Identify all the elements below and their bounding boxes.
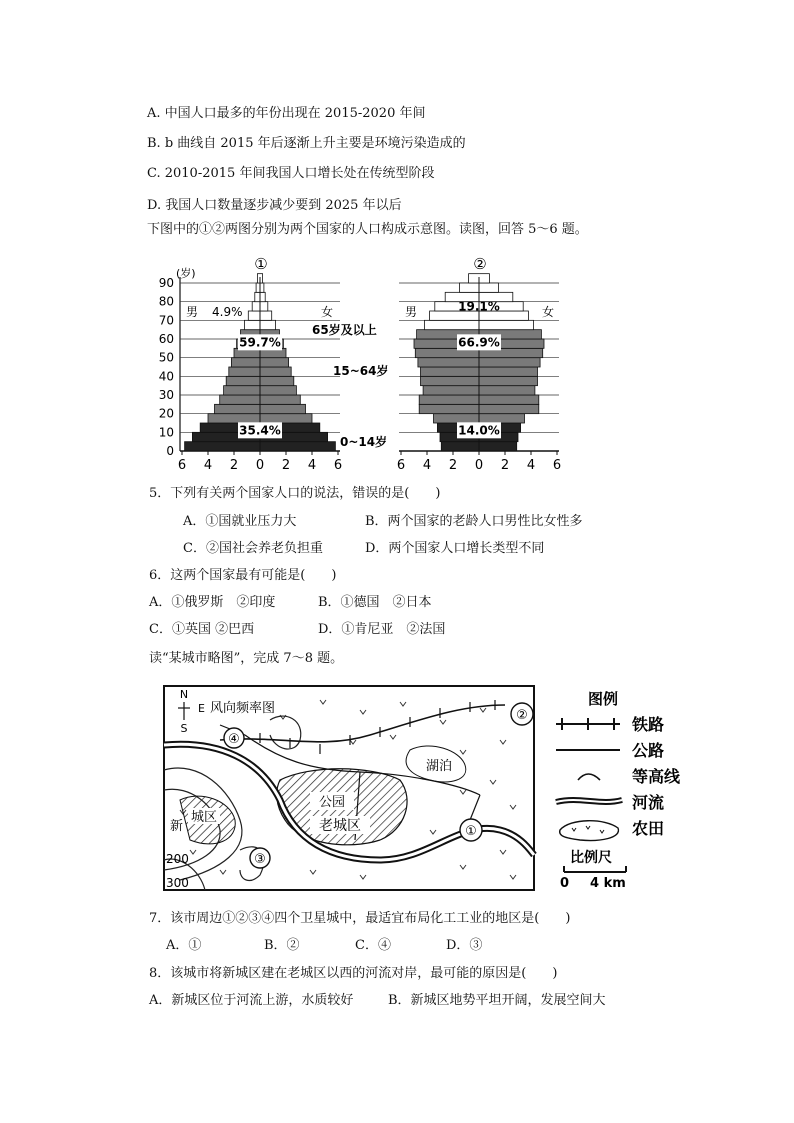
y-unit-label: (岁) [176, 267, 196, 280]
new-town-label-2: 城区 [190, 810, 218, 825]
x-tick-label: 6 [552, 458, 562, 473]
y-tick-label: 30 [158, 388, 174, 402]
q4-option-b: B. b 曲线自 2015 年后逐渐上升主要是环境污染造成的 [147, 136, 466, 151]
pyramid-2-young-pct: 14.0% [458, 423, 500, 438]
pyramid-2-male-label: 男 [405, 305, 418, 319]
x-tick-label: 0 [474, 458, 484, 473]
legend-river: 河流 [632, 793, 665, 812]
y-tick-label: 80 [158, 294, 174, 309]
q5-option-c: C．②国社会养老负担重 [183, 541, 323, 556]
y-tick-label: 40 [158, 369, 174, 384]
scale-title: 比例尺 [570, 850, 612, 866]
q6-option-d: D．①肯尼亚 ②法国 [318, 622, 446, 637]
x-tick-label: 6 [177, 458, 187, 473]
town-2: ② [516, 708, 528, 723]
x-tick-label: 4 [422, 458, 432, 473]
x-tick-label: 4 [307, 458, 317, 473]
y-tick-label: 0 [166, 444, 174, 458]
q7-option-d: D．③ [446, 938, 483, 953]
intro-7-8: 读“某城市略图”，完成 7～8 题。 [149, 651, 344, 666]
pyramid-2-old-pct: 19.1% [458, 299, 500, 314]
x-tick-label: 4 [526, 458, 536, 473]
q6-option-a: A．①俄罗斯 ②印度 [149, 595, 276, 610]
legend-road: 公路 [632, 741, 665, 760]
new-town-label-1: 新 [170, 819, 184, 834]
contour-label-300: 300 [166, 876, 189, 890]
x-tick-label: 0 [255, 458, 265, 473]
legend-railway: 铁路 [632, 715, 665, 734]
x-tick-label: 2 [281, 458, 291, 473]
pyramid-2-female-label: 女 [542, 305, 555, 319]
town-3: ③ [254, 852, 266, 867]
y-tick-label: 20 [158, 406, 174, 421]
legend-contour: 等高线 [632, 767, 681, 786]
scale-zero: 0 [560, 876, 570, 891]
contour-label-200: 200 [166, 852, 189, 866]
intro-5-6: 下图中的①②两图分别为两个国家的人口构成示意图。读图，回答 5～6 题。 [147, 222, 588, 237]
q7-stem: 7．该市周边①②③④四个卫星城中，最适宜布局化工工业的地区是( ) [149, 911, 571, 926]
age-group-mid: 15~64岁 [333, 364, 389, 378]
lake-label: 湖泊 [426, 759, 453, 774]
y-tick-label: 90 [158, 276, 174, 290]
q7-option-a: A．① [166, 938, 202, 953]
x-tick-label: 2 [448, 458, 458, 473]
wind-rose-title: 风向频率图 [210, 701, 276, 716]
q4-option-c: C. 2010-2015 年间我国人口增长处在传统型阶段 [147, 166, 435, 181]
q5-option-b: B．两个国家的老龄人口男性比女性多 [365, 514, 583, 529]
q7-option-b: B．② [264, 938, 300, 953]
age-group-young: 0~14岁 [340, 435, 388, 449]
compass-n: N [179, 688, 189, 701]
q4-option-d: D. 我国人口数量逐步减少要到 2025 年以后 [147, 198, 402, 213]
pyramid-1-female-label: 女 [321, 305, 334, 319]
age-group-old: 65岁及以上 [312, 323, 377, 337]
pyramid-1-label: ① [254, 255, 268, 273]
q6-stem: 6．这两个国家最有可能是( ) [149, 568, 337, 583]
compass-e: E [198, 702, 205, 715]
town-1: ① [465, 824, 477, 839]
legend-title: 图例 [588, 690, 619, 708]
y-tick-label: 50 [158, 350, 174, 365]
q6-option-c: C．①英国 ②巴西 [149, 622, 255, 637]
x-tick-label: 4 [203, 458, 213, 473]
x-tick-label: 2 [500, 458, 510, 473]
q6-option-b: B．①德国 ②日本 [318, 595, 432, 610]
q5-stem: 5．下列有关两个国家人口的说法，错误的是( ) [149, 486, 441, 501]
y-tick-label: 10 [158, 425, 174, 440]
old-town-label: 老城区 [319, 818, 361, 834]
q7-option-c: C．④ [355, 938, 391, 953]
q8-stem: 8．该城市将新城区建在老城区以西的河流对岸，最可能的原因是( ) [149, 966, 558, 981]
compass-s: S [180, 722, 188, 735]
pyramid-1-old-pct: 4.9% [212, 305, 243, 319]
q8-option-b: B．新城区地势平坦开阔，发展空间大 [388, 993, 606, 1008]
scale-value: 4 km [590, 876, 626, 891]
pyramid-2-label: ② [473, 255, 487, 273]
park-label: 公园 [318, 795, 346, 810]
q5-option-a: A．①国就业压力大 [183, 514, 297, 529]
x-tick-label: 2 [229, 458, 239, 473]
legend-farmland: 农田 [632, 819, 665, 838]
q4-option-a: A. 中国人口最多的年份出现在 2015-2020 年间 [147, 106, 426, 121]
town-4: ④ [228, 732, 240, 747]
q8-option-a: A．新城区位于河流上游，水质较好 [149, 993, 354, 1008]
city-map [160, 680, 720, 895]
x-tick-label: 6 [396, 458, 406, 473]
population-pyramids [0, 245, 794, 475]
q5-option-d: D．两个国家人口增长类型不同 [365, 541, 545, 556]
pyramid-1-mid-pct: 59.7% [239, 335, 281, 350]
pyramid-1-male-label: 男 [186, 305, 199, 319]
x-tick-label: 6 [333, 458, 343, 473]
pyramid-2-mid-pct: 66.9% [458, 335, 500, 350]
y-tick-label: 60 [158, 332, 174, 346]
y-tick-label: 70 [158, 313, 174, 328]
pyramid-1-young-pct: 35.4% [239, 423, 281, 438]
